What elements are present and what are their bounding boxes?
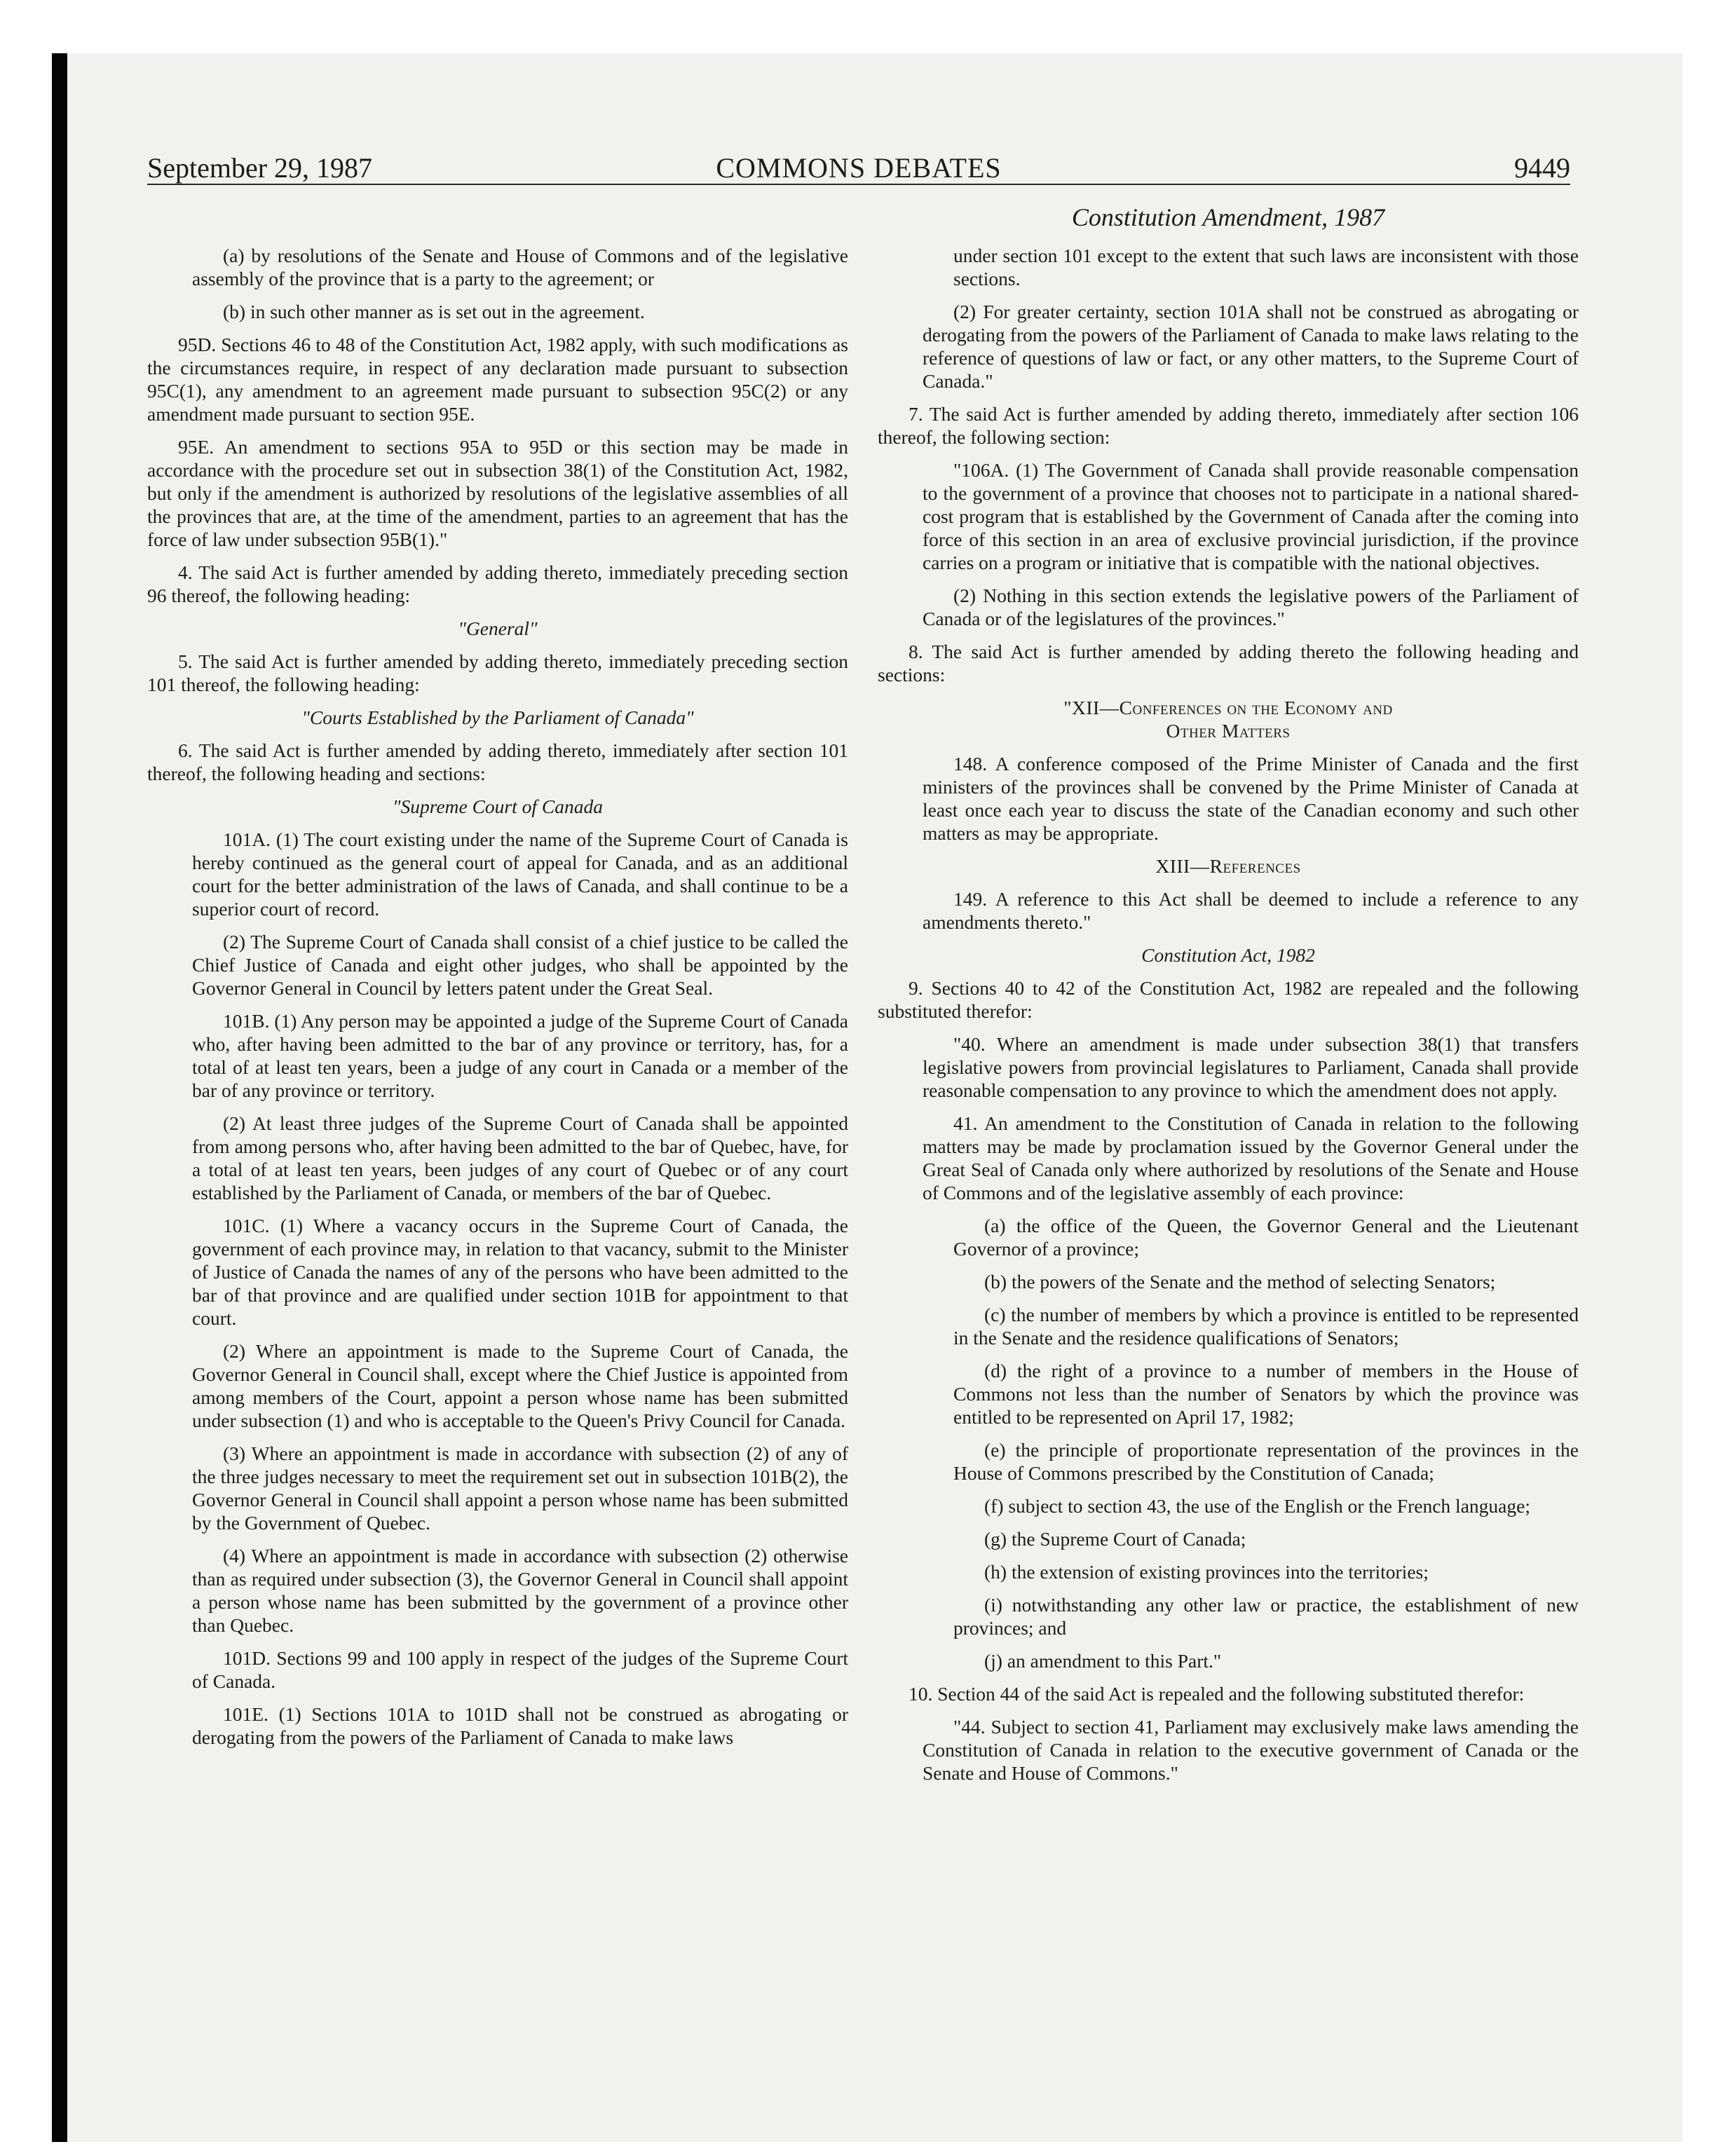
paragraph: under section 101 except to the extent that such laws are inconsistent with those sections.	[953, 245, 1579, 289]
paragraph: 95E. An amendment to sections 95A to 95D or this section may be made in accordance with the procedure set out in subsection 38(1) of the Constitution Act, 1982, but only if the amendment is authorized by resolutions of the legislative assemblies of all the provinces that are, at the time of the amendment, parties to an agreement that has the force of law under subsection 95B(1)."	[147, 436, 848, 550]
paragraph: 9. Sections 40 to 42 of the Constitution Act, 1982 are repealed and the following substituted therefor:	[878, 977, 1579, 1022]
paragraph: 95D. Sections 46 to 48 of the Constitution Act, 1982 apply, with such modifications as the circumstances require, in respect of any declaration made pursuant to subsection 95C(1), any amendment to an agreement made pursuant to subsection 95C(2) or any amendment made pursuant to section 95E.	[147, 334, 848, 425]
paragraph: "106A. (1) The Government of Canada shall provide reasonable compensation to the government of a province that chooses not to participate in a national shared-cost program that is established by the Government of Canada after the coming into force of this section in an area of exclusive provincial jurisdiction, if the province carries on a program or initiative that is compatible with the national objectives.	[923, 459, 1579, 573]
paragraph: 10. Section 44 of the said Act is repealed and the following substituted therefor:	[909, 1683, 1525, 1705]
paragraph: (2) The Supreme Court of Canada shall consist of a chief justice to be called the Chief Justice of Canada and eight other judges, who shall be appointed by the Governor General in Council by letters patent under the Great Seal.	[192, 931, 848, 999]
list-item: (e) the principle of proportionate representation of the provinces in the House of Commons prescribed by the Constitution of Canada;	[953, 1439, 1579, 1484]
paragraph: "44. Subject to section 41, Parliament may exclusively make laws amending the Constitution of Canada in relation to the executive government of Canada or the Senate and House of Commons."	[923, 1716, 1579, 1784]
paragraph: (2) Where an appointment is made to the Supreme Court of Canada, the Governor General in Council shall, except where the Chief Justice is appointed from among members of the Court, appoint a person whose name has been submitted under subsection (1) and who is acceptable to the Queen's Privy Council for Canada.	[192, 1340, 848, 1431]
header-rule	[147, 184, 1570, 185]
part-heading: "XII—Conferences on the Economy and	[1063, 697, 1393, 718]
list-item: (b) the powers of the Senate and the method of selecting Senators;	[984, 1271, 1496, 1292]
section-heading: "Courts Established by the Parliament of Canada"	[301, 707, 694, 728]
paragraph: 101B. (1) Any person may be appointed a judge of the Supreme Court of Canada who, after having been admitted to the bar of any province or territory, has, for a total of at least ten years, been a judge of any court in Canada or a member of the bar of any province or territory.	[192, 1010, 848, 1101]
paragraph: 41. An amendment to the Constitution of Canada in relation to the following matters may be made by proclamation issued by the Governor General under the Great Seal of Canada only where authorized by resolutions of the Senate and House of Commons and of the legislative assembly of each province:	[923, 1112, 1579, 1203]
header-page-number: 9449	[1514, 152, 1570, 184]
left-column	[147, 244, 848, 1759]
paragraph: 149. A reference to this Act shall be deemed to include a reference to any amendments thereto."	[923, 888, 1579, 933]
list-item: (j) an amendment to this Part."	[984, 1650, 1222, 1672]
paragraph: 4. The said Act is further amended by adding thereto, immediately preceding section 96 thereof, the following heading:	[147, 561, 848, 606]
paragraph: (4) Where an appointment is made in accordance with subsection (2) otherwise than as required under subsection (3), the Governor General in Council shall appoint a person whose name has been submitted by the government of a province other than Quebec.	[192, 1545, 848, 1636]
right-column	[878, 244, 1579, 1794]
section-heading: Constitution Act, 1982	[1141, 944, 1315, 966]
part-heading: XIII—References	[1155, 855, 1301, 877]
scan-edge-shadow	[52, 53, 67, 2142]
list-item: (a) the office of the Queen, the Governor General and the Lieutenant Governor of a province;	[953, 1215, 1579, 1260]
list-item: (f) subject to section 43, the use of the English or the French language;	[984, 1495, 1530, 1517]
page-header	[147, 150, 1570, 186]
paragraph: (b) in such other manner as is set out in the agreement.	[223, 301, 645, 322]
list-item: (c) the number of members by which a province is entitled to be represented in the Senate and the residence qualifications of Senators;	[953, 1304, 1579, 1349]
list-item: (g) the Supreme Court of Canada;	[984, 1528, 1246, 1550]
header-date: September 29, 1987	[147, 152, 373, 184]
paragraph: 148. A conference composed of the Prime Minister of Canada and the first ministers of the provinces shall be convened by the Prime Minister of Canada at least once each year to discuss the state of the Canadian economy and such other matters as may be appropriate.	[923, 753, 1579, 844]
paragraph: 101D. Sections 99 and 100 apply in respect of the judges of the Supreme Court of Canada.	[192, 1647, 848, 1692]
paragraph: 7. The said Act is further amended by adding thereto, immediately after section 106 thereof, the following section:	[878, 403, 1579, 448]
list-item: (h) the extension of existing provinces into the territories;	[984, 1561, 1429, 1583]
paragraph: "40. Where an amendment is made under subsection 38(1) that transfers legislative powers from provincial legislatures to Parliament, Canada shall provide reasonable compensation to any province to which the amendment does not apply.	[923, 1033, 1579, 1101]
paragraph: (2) For greater certainty, section 101A shall not be construed as abrogating or derogating from the powers of the Parliament of Canada to make laws relating to the reference of questions of law or fact, or any other matters, to the Supreme Court of Canada."	[923, 301, 1579, 392]
paragraph: (3) Where an appointment is made in accordance with subsection (2) of any of the three judges necessary to meet the requirement set out in subsection 101B(2), the Governor General in Council shall appoint a person whose name has been submitted by the Government of Quebec.	[192, 1442, 848, 1534]
section-heading: "Supreme Court of Canada	[392, 796, 604, 817]
header-title: COMMONS DEBATES	[716, 152, 1002, 184]
paragraph: 6. The said Act is further amended by adding thereto, immediately after section 101 thereof, the following heading and sections:	[147, 739, 848, 784]
paragraph: 101C. (1) Where a vacancy occurs in the Supreme Court of Canada, the government of each province may, in relation to that vacancy, submit to the Minister of Justice of Canada the names of any of the persons who have been admitted to the bar of that province and are qualified under section 101B for appointment to that court.	[192, 1215, 848, 1329]
paragraph: 101A. (1) The court existing under the name of the Supreme Court of Canada is hereby continued as the general court of appeal for Canada, and as an additional court for the better administration of the laws of Canada, and shall continue to be a superior court of record.	[192, 828, 848, 920]
paragraph: 101E. (1) Sections 101A to 101D shall not be construed as abrogating or derogating from the powers of the Parliament of Canada to make laws	[192, 1703, 848, 1748]
running-head: Constitution Amendment, 1987	[1071, 203, 1385, 231]
paragraph: (2) At least three judges of the Supreme Court of Canada shall be appointed from among persons who, after having been admitted to the bar of Quebec, have, for a total of at least ten years, been judges of any court of Quebec or of any court established by the Parliament of Canada, or members of the bar of Quebec.	[192, 1112, 848, 1203]
paragraph: (a) by resolutions of the Senate and House of Commons and of the legislative assembly of the province that is a party to the agreement; or	[192, 245, 848, 289]
part-heading: Other Matters	[1166, 720, 1291, 742]
paragraph: 5. The said Act is further amended by adding thereto, immediately preceding section 101 thereof, the following heading:	[147, 650, 848, 695]
paragraph: 8. The said Act is further amended by adding thereto the following heading and sections:	[878, 641, 1579, 685]
list-item: (i) notwithstanding any other law or practice, the establishment of new provinces; and	[953, 1594, 1579, 1639]
list-item: (d) the right of a province to a number of members in the House of Commons not less than the number of Senators by which the province was entitled to be represented on April 17, 1982;	[953, 1360, 1579, 1428]
paragraph: (2) Nothing in this section extends the legislative powers of the Parliament of Canada or of the legislatures of the provinces."	[923, 585, 1579, 629]
section-heading: "General"	[458, 618, 538, 639]
